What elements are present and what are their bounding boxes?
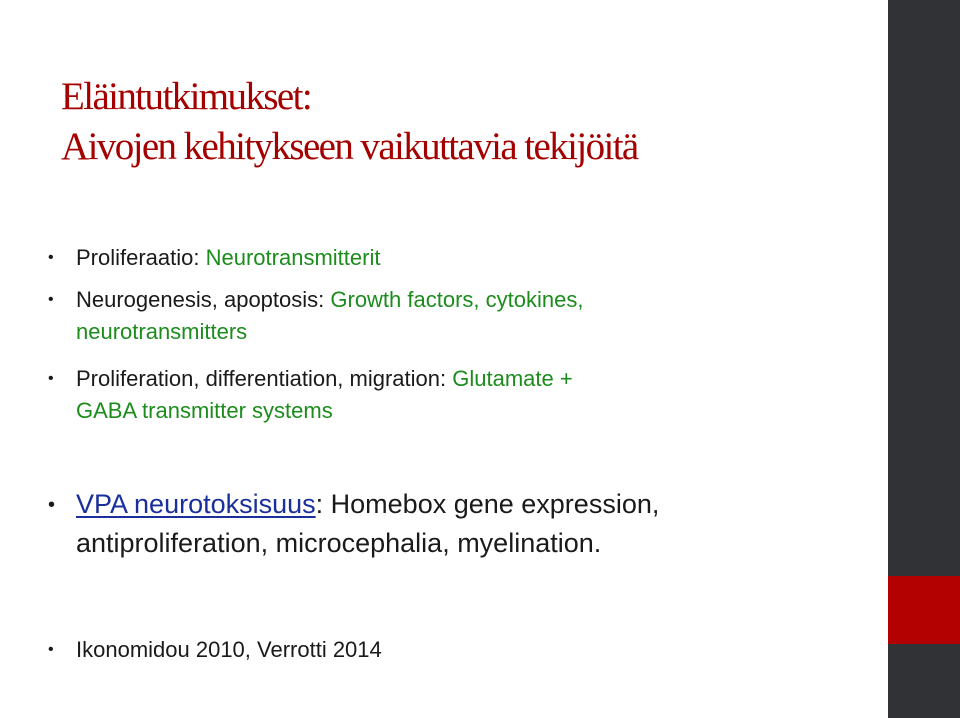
item-highlight: Neurotransmitterit (205, 245, 381, 270)
item-label: Proliferation, differentiation, migration: (76, 366, 453, 391)
title-line-1: Eläintutkimukset: (61, 75, 312, 118)
bullet-item-neurogenesis (48, 284, 868, 348)
bullet-item-references (48, 634, 868, 666)
item-rest-line-1: Homebox gene expression, (323, 489, 660, 519)
bullet-item-proliferaatio (48, 242, 868, 274)
item-highlight-line-2: GABA transmitter systems (76, 398, 333, 423)
item-highlight-line-1: Glutamate + (452, 366, 573, 391)
bullet-dot: • (48, 370, 54, 387)
item-highlight-line-2: neurotransmitters (76, 319, 248, 344)
bullet-item-proliferation (48, 363, 868, 427)
item-label: Neurogenesis, apoptosis: (76, 287, 331, 312)
bullet-item-vpa (48, 485, 868, 563)
bullet-dot: • (48, 494, 56, 516)
item-rest-line-2: antiproliferation, microcephalia, myelination. (76, 528, 602, 558)
bullet-dot: • (48, 641, 54, 658)
bullet-dot: • (48, 249, 54, 266)
title-line-2: Aivojen kehitykseen vaikuttavia tekijöitä (61, 125, 638, 168)
bullet-dot: • (48, 291, 54, 308)
item-label: Proliferaatio: (76, 245, 206, 270)
side-accent (888, 576, 960, 644)
vpa-neurotoksisuus-link[interactable]: VPA neurotoksisuus (76, 489, 316, 519)
item-colon: : (315, 489, 324, 519)
item-label: Ikonomidou 2010, Verrotti 2014 (76, 637, 382, 662)
item-highlight-line-1: Growth factors, cytokines, (330, 287, 584, 312)
